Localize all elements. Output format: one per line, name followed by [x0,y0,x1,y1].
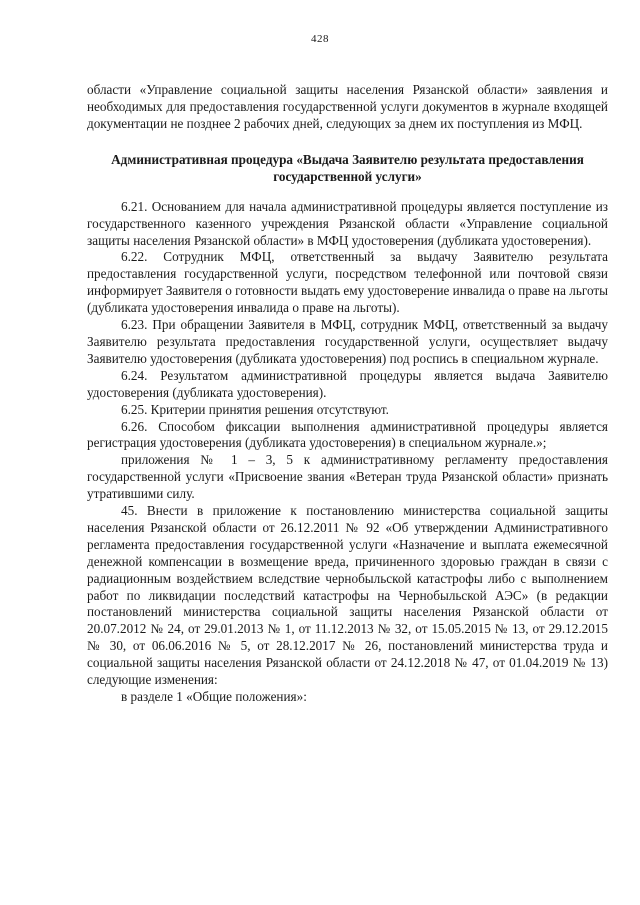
paragraph-6-26: 6.26. Способом фиксации выполнения административной процедуры является регистрация удостоверения (дубликата удостоверения) в специальном журнале.»; [87,418,608,451]
paragraph-6-22: 6.22. Сотрудник МФЦ, ответственный за выдачу Заявителю результата предоставления государственной услуги, посредством телефонной или почтовой связи информирует Заявителя о готовности выдать ему удостоверение инвалида о праве на льготы (дубликата удостоверения инвалида о праве на льготы). [87,249,608,316]
paragraph-6-21: 6.21. Основанием для начала административной процедуры является поступление из государственного казенного учреждения Рязанской области «Управление социальной защиты населения Рязанской области» в МФЦ удостоверения (дубликата удостоверения). [87,198,608,248]
paragraph-section-1: в разделе 1 «Общие положения»: [121,689,307,704]
document-body [87,82,608,706]
paragraph-6-25: 6.25. Критерии принятия решения отсутствуют. [121,401,389,417]
intro-paragraph: области «Управление социальной защиты населения Рязанской области» заявления и необходимых для предоставления государственной услуги документов в журнале входящей документации не позднее 2 рабочих дней, следующих за днем их поступления из МФЦ. [87,82,608,131]
paragraph-6-24: 6.24. Результатом административной процедуры является выдача Заявителю удостоверения (дубликата удостоверения). [87,367,608,400]
paragraph-appendices: приложения № 1 – 3, 5 к административному регламенту предоставления государственной услуги «Присвоение звания «Ветеран труда Рязанской области» признать утратившими силу. [87,452,608,502]
paragraph-6-23: 6.23. При обращении Заявителя в МФЦ, сотрудник МФЦ, ответственный за выдачу Заявителю результата предоставления государственной услуги, осуществляет выдачу Заявителю удостоверения (дубликата удостоверения) под роспись в специальном журнале. [87,317,608,366]
page-number: 428 [311,33,329,45]
section-heading: Административная процедура «Выдача Заявителю результата предоставления государственной услуги» [111,151,584,184]
paragraph-45: 45. Внести в приложение к постановлению министерства социальной защиты населения Рязанской области от 26.12.2011 № 92 «Об утверждении Административного регламента предоставления государственной услуги «Назначение и выплата ежемесячной денежной компенсации в возмещение вреда, причиненного здоровью граждан в связи с радиационным воздействием вследствие чернобыльской катастрофы либо с выполнением работ по ликвидации последствий катастрофы на Чернобыльской АЭС» (в редакции постановлений министерства социальной защиты населения Рязанской области от 20.07.2012 № 24, от 29.01.2013 № 1, от 11.12.2013 № 32, от 15.05.2015 № 13, от 29.12.2015 № 30, от 06.06.2016 № 5, от 28.12.2017 № 26, постановлений министерства труда и социальной защиты населения Рязанской области от 24.12.2018 № 47, от 01.04.2019 № 13) следующие изменения: [87,503,608,688]
